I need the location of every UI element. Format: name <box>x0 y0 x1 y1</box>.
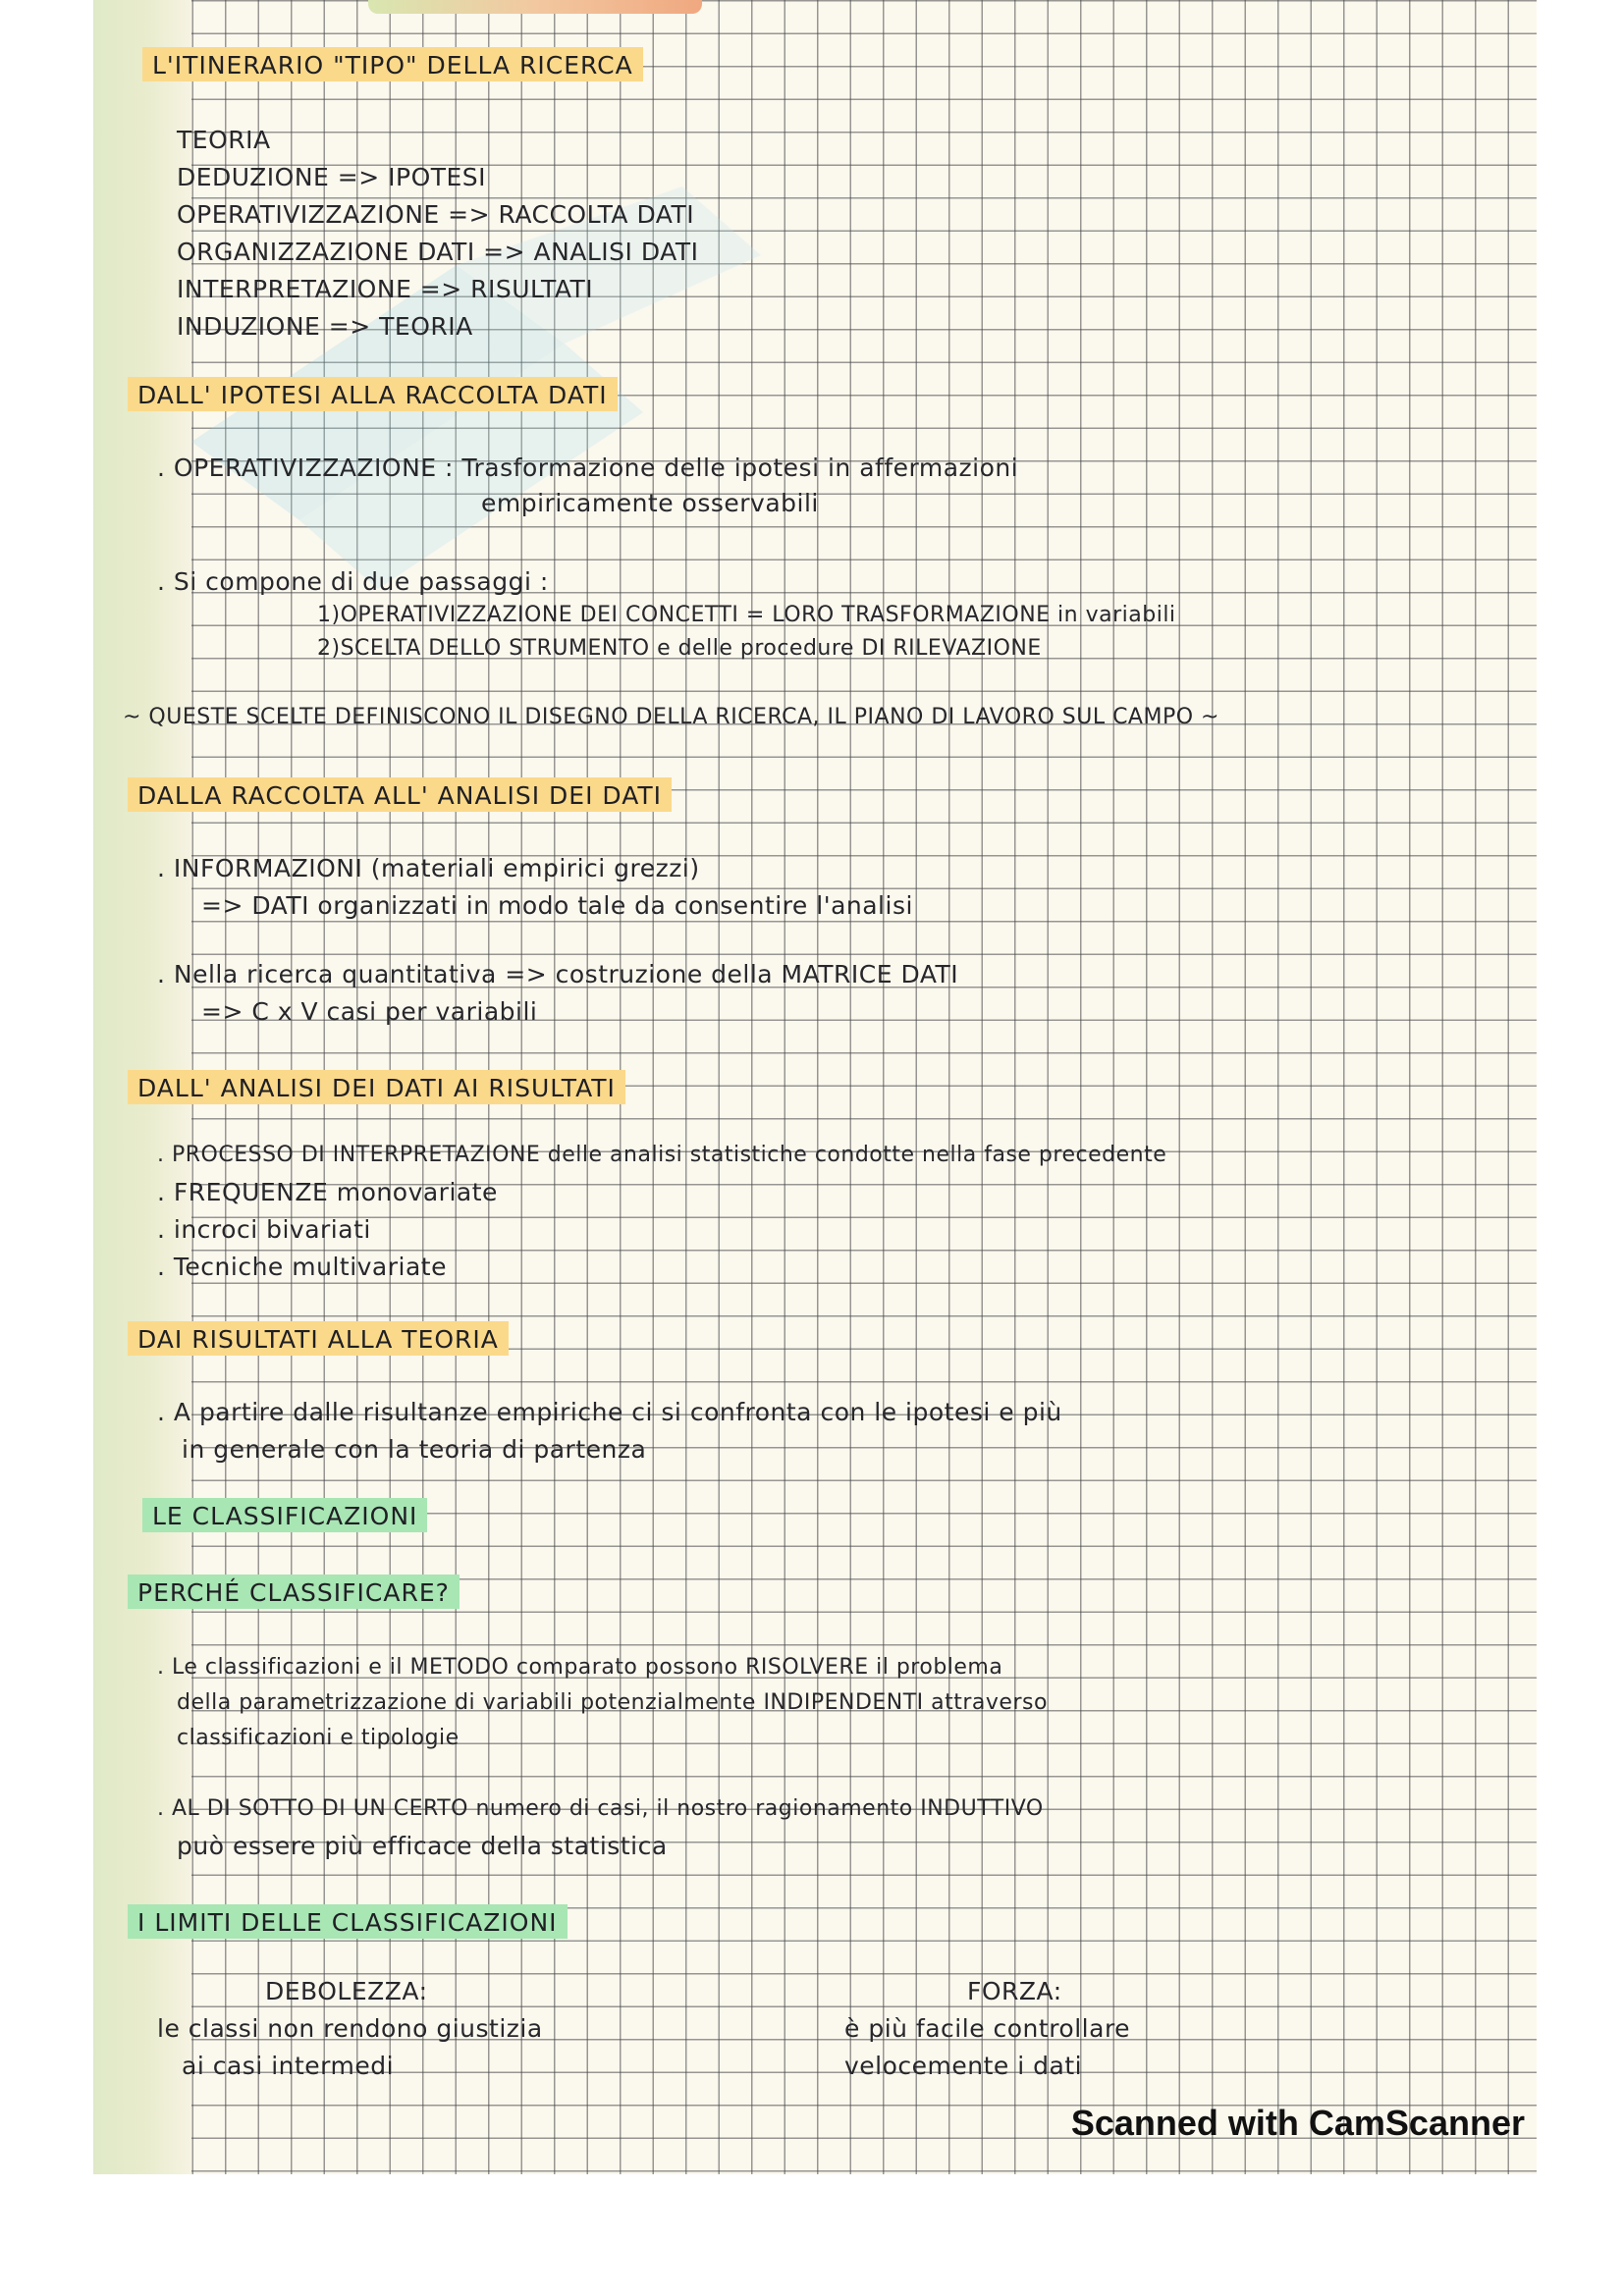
section-title-risultati-teoria: DAI RISULTATI ALLA TEORIA <box>128 1321 509 1356</box>
bullet-numero-casi: . AL DI SOTTO DI UN CERTO numero di casi, il nostro ragionamento INDUTTIVO <box>157 1796 1044 1821</box>
bullet-passaggi: . Si compone di due passaggi : <box>157 567 549 596</box>
passaggio-1: 1)OPERATIVIZZAZIONE DEI CONCETTI = LORO TRASFORMAZIONE in variabili <box>317 603 1176 627</box>
list-item: . incroci bivariati <box>157 1215 371 1244</box>
bullet-classificazioni-cont: classificazioni e tipologie <box>177 1726 460 1750</box>
strength-label: FORZA: <box>967 1977 1062 2005</box>
bullet-numero-casi-cont: può essere più efficace della statistica <box>177 1832 668 1860</box>
bullet-risultanze: . A partire dalle risultanze empiriche ci si confronta con le ipotesi e più <box>157 1398 1062 1426</box>
step-item: INDUZIONE => TEORIA <box>177 312 473 341</box>
bullet-informazioni-cont: => DATI organizzati in modo tale da consentire l'analisi <box>201 891 913 920</box>
weakness-label: DEBOLEZZA: <box>265 1977 428 2005</box>
top-color-strip <box>368 0 702 14</box>
section-title-itinerario: L'ITINERARIO "TIPO" DELLA RICERCA <box>142 47 643 81</box>
bullet-ricerca-quantitativa-cont: => C x V casi per variabili <box>201 997 538 1026</box>
bullet-risultanze-cont: in generale con la teoria di partenza <box>182 1435 647 1464</box>
step-item: DEDUZIONE => IPOTESI <box>177 163 487 191</box>
section-title-limiti: I LIMITI DELLE CLASSIFICAZIONI <box>128 1904 568 1939</box>
weakness-text: le classi non rendono giustizia <box>157 2014 543 2043</box>
scanner-watermark: Scanned with CamScanner <box>1070 2103 1525 2143</box>
section-title-raccolta-analisi: DALLA RACCOLTA ALL' ANALISI DEI DATI <box>128 777 672 812</box>
step-item: OPERATIVIZZAZIONE => RACCOLTA DATI <box>177 200 695 229</box>
weakness-text-cont: ai casi intermedi <box>182 2052 395 2080</box>
passaggio-2: 2)SCELTA DELLO STRUMENTO e delle procedure DI RILEVAZIONE <box>317 636 1042 661</box>
step-item: TEORIA <box>177 126 271 154</box>
section-title-analisi-risultati: DALL' ANALISI DEI DATI AI RISULTATI <box>128 1070 625 1104</box>
section-title-classificazioni: LE CLASSIFICAZIONI <box>142 1498 427 1532</box>
strength-text: è più facile controllare <box>844 2014 1131 2043</box>
bullet-operativizzazione: . OPERATIVIZZAZIONE : Trasformazione delle ipotesi in affermazioni <box>157 454 1019 482</box>
notebook-page <box>93 0 1537 2174</box>
strength-text-cont: velocemente i dati <box>844 2052 1083 2080</box>
bullet-classificazioni-cont: della parametrizzazione di variabili potenzialmente INDIPENDENTI attraverso <box>177 1690 1048 1715</box>
bullet-informazioni: . INFORMAZIONI (materiali empirici grezzi) <box>157 854 700 882</box>
summary-note: ~ QUESTE SCELTE DEFINISCONO IL DISEGNO DELLA RICERCA, IL PIANO DI LAVORO SUL CAMPO ~ <box>123 705 1219 729</box>
list-item: . Tecniche multivariate <box>157 1253 447 1281</box>
step-item: ORGANIZZAZIONE DATI => ANALISI DATI <box>177 238 699 266</box>
bullet-operativizzazione-cont: empiricamente osservabili <box>481 489 819 517</box>
list-item: . PROCESSO DI INTERPRETAZIONE delle analisi statistiche condotte nella fase precedente <box>157 1143 1167 1167</box>
bullet-ricerca-quantitativa: . Nella ricerca quantitativa => costruzione della MATRICE DATI <box>157 960 959 988</box>
bullet-classificazioni: . Le classificazioni e il METODO comparato possono RISOLVERE il problema <box>157 1655 1003 1680</box>
section-title-ipotesi-raccolta: DALL' IPOTESI ALLA RACCOLTA DATI <box>128 377 618 411</box>
list-item: . FREQUENZE monovariate <box>157 1178 498 1206</box>
step-item: INTERPRETAZIONE => RISULTATI <box>177 275 594 303</box>
subtitle-perche-classificare: PERCHÉ CLASSIFICARE? <box>128 1575 460 1609</box>
